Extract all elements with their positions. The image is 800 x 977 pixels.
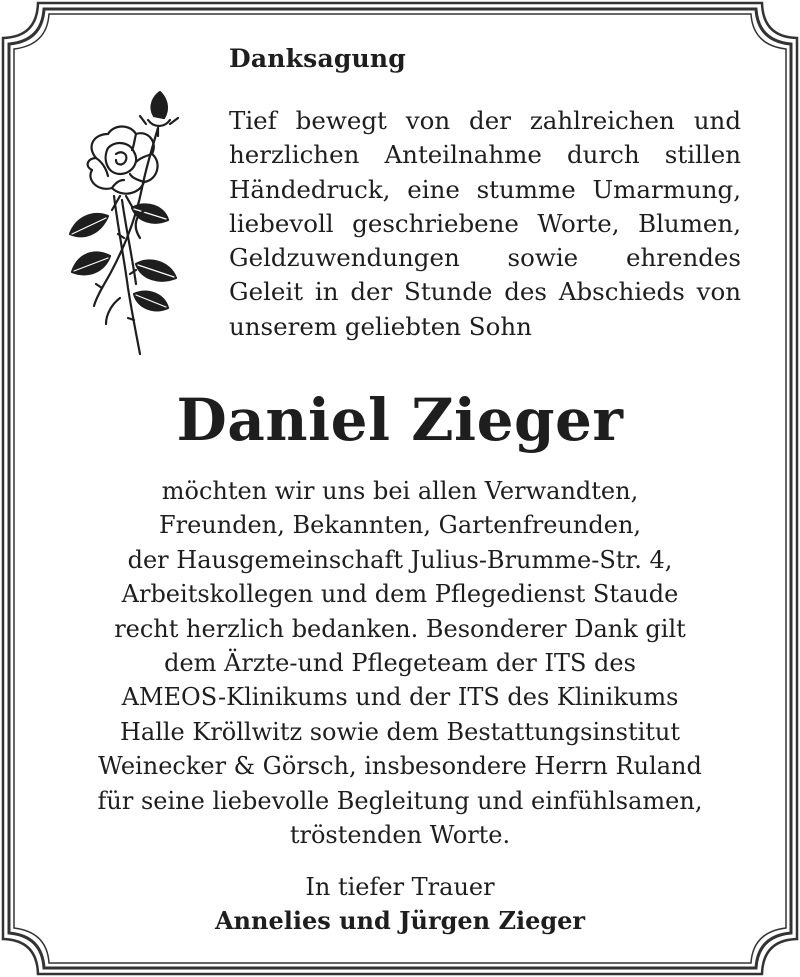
- deceased-name: Daniel Zieger: [176, 386, 624, 454]
- thanks-line: der Hausgemeinschaft Julius-Brumme-Str. 4,: [127, 545, 673, 574]
- thanks-line: möchten wir uns bei allen Verwandten,: [161, 477, 639, 505]
- closing-text: In tiefer Trauer: [305, 873, 495, 901]
- thanks-line: Arbeitskollegen und dem Pflegedienst Staude: [121, 580, 679, 609]
- intro-text: Tief bewegt von der zahlreichen und herzlichen Anteilnahme durch stillen Händedruck, eine stumme Umarmung, liebevoll geschriebene Worte, Blumen, Geldzuwendungen sowie ehrendes Geleit in der Stunde des Abschieds von unserem geliebten Sohn: [229, 106, 741, 341]
- thanks-line: tröstenden Worte.: [289, 821, 511, 850]
- signature: Annelies und Jürgen Zieger: [214, 906, 586, 935]
- heading-danksagung: Danksagung: [229, 44, 406, 73]
- rose-icon: [36, 88, 204, 358]
- thanks-line: Weinecker & Görsch, insbesondere Herrn Ruland: [98, 752, 702, 781]
- closing-block: [0, 870, 800, 938]
- thanks-line: recht herzlich bedanken. Besonderer Dank gilt: [114, 614, 686, 643]
- thanks-text: [0, 474, 800, 852]
- thanks-line: Freunden, Bekannten, Gartenfreunden,: [158, 511, 642, 540]
- thanks-line: für seine liebevolle Begleitung und einfühlsamen,: [97, 786, 703, 815]
- thanks-line: Halle Kröllwitz sowie dem Bestattungsinstitut: [119, 717, 681, 746]
- thanks-line: dem Ärzte-und Pflegeteam der ITS des: [164, 649, 636, 678]
- thanks-line: AMEOS-Klinikums und der ITS des Klinikums: [121, 683, 679, 712]
